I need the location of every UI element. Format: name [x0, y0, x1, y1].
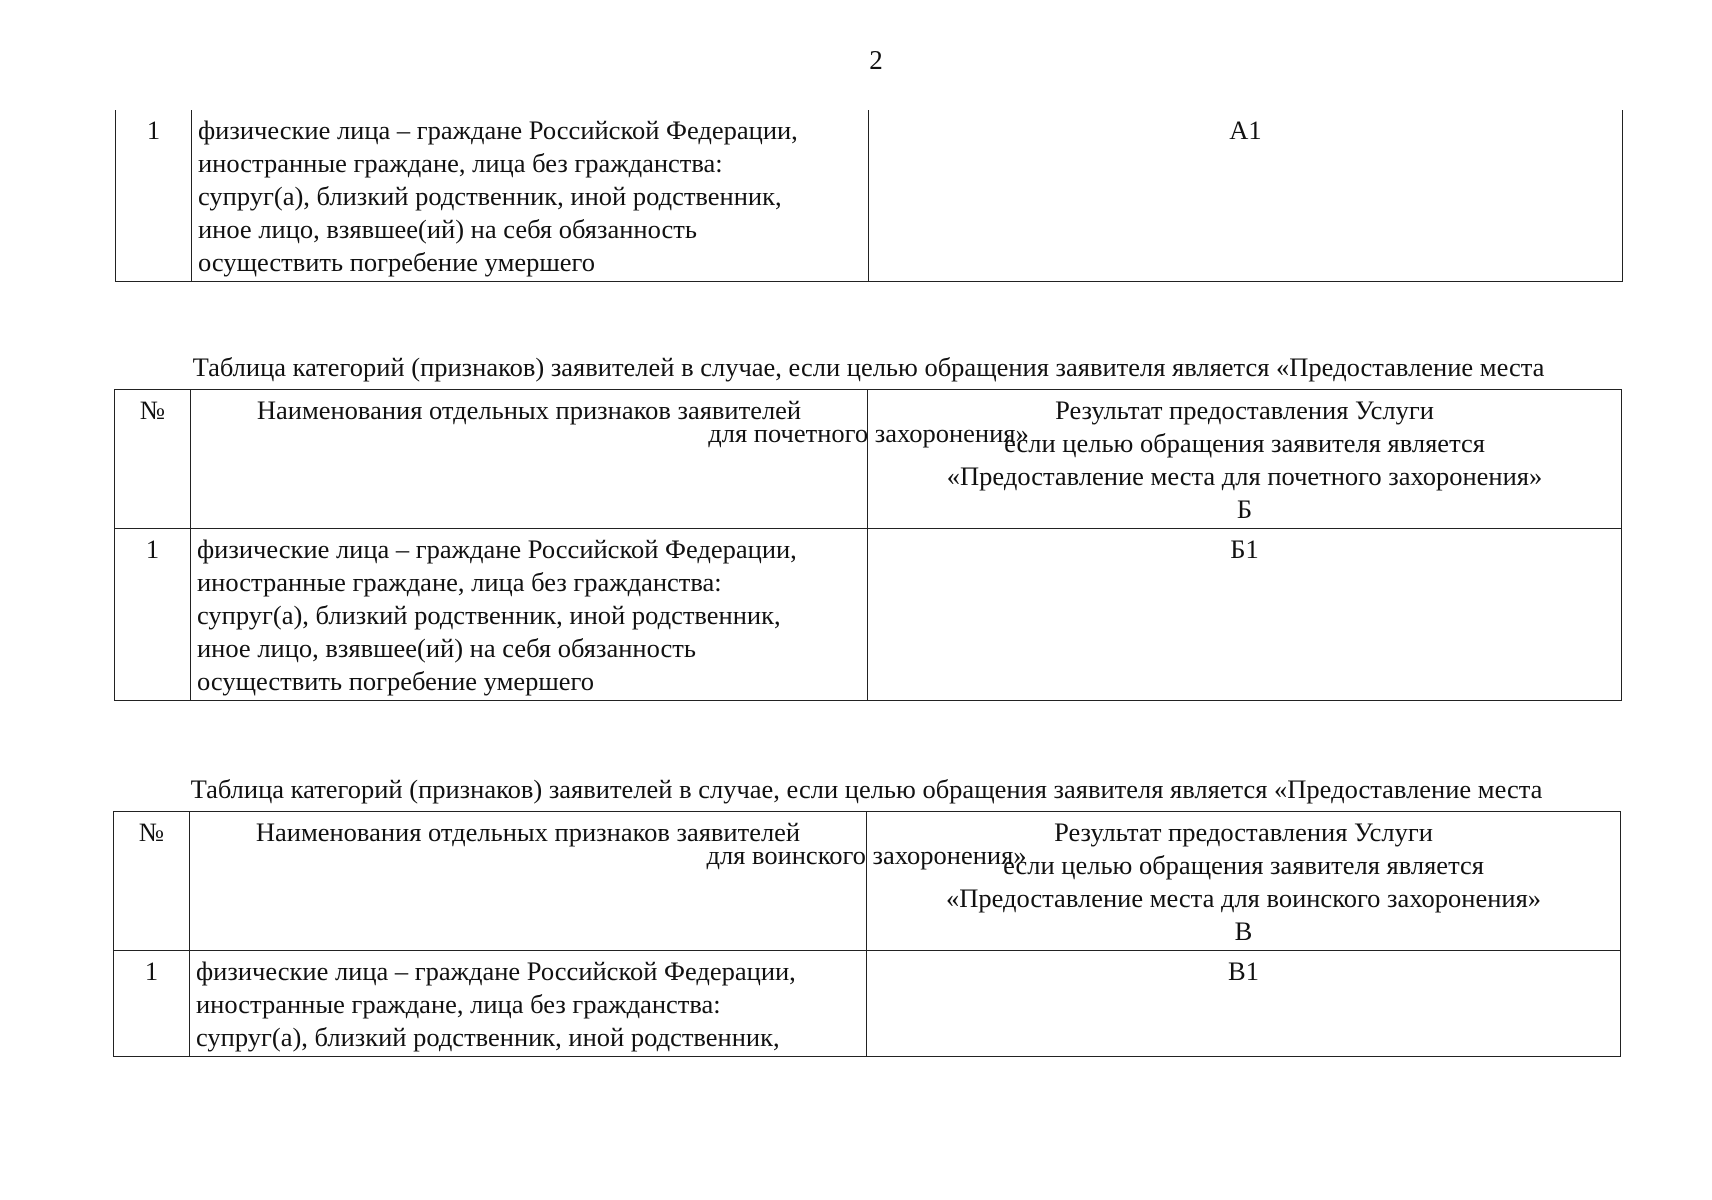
- header-name-cell: Наименования отдельных признаков заявителей: [191, 390, 868, 529]
- header-result-line: В: [1234, 916, 1253, 946]
- header-result-cell: [868, 390, 1622, 529]
- header-result-line: Результат предоставления Услуги: [1054, 817, 1433, 847]
- header-number-cell: №: [114, 812, 190, 951]
- header-number-cell: №: [115, 390, 191, 529]
- table-row: [116, 110, 1623, 282]
- military-table: [113, 811, 1621, 1057]
- cell-text-line: иностранные граждане, лица без гражданства:: [197, 567, 722, 597]
- honorary-table-wrap: [114, 389, 1622, 701]
- honorary-table: [114, 389, 1622, 701]
- cell-text-line: физические лица – граждане Российской Федерации,: [198, 115, 798, 145]
- cell-text-line: физические лица – граждане Российской Федерации,: [197, 534, 797, 564]
- result-code-cell: Б1: [868, 529, 1622, 701]
- result-code-cell: А1: [869, 110, 1623, 282]
- table-row: [115, 529, 1622, 701]
- applicant-attributes-cell: [192, 110, 869, 282]
- cell-text-line: иное лицо, взявшее(ий) на себя обязанность: [197, 633, 696, 663]
- table-header-row: [115, 390, 1622, 529]
- cell-text-line: супруг(а), близкий родственник, иной родственник,: [198, 181, 782, 211]
- table-header-row: [114, 812, 1621, 951]
- caption-line: Таблица категорий (признаков) заявителей в случае, если целью обращения заявителя является «Предоставление места: [192, 352, 1545, 382]
- header-result-line: «Предоставление места для почетного захоронения»: [946, 461, 1543, 491]
- row-number-cell: 1: [116, 110, 192, 282]
- header-result-line: если целью обращения заявителя является: [1003, 850, 1484, 880]
- cell-text-line: иное лицо, взявшее(ий) на себя обязанность: [198, 214, 697, 244]
- caption-line: Таблица категорий (признаков) заявителей в случае, если целью обращения заявителя является «Предоставление места: [190, 774, 1543, 804]
- header-result-line: Результат предоставления Услуги: [1055, 395, 1434, 425]
- page-number: 2: [869, 45, 883, 75]
- cell-text-line: супруг(а), близкий родственник, иной родственник,: [197, 600, 781, 630]
- cell-text-line: иностранные граждане, лица без гражданства:: [198, 148, 723, 178]
- header-result-line: Б: [1236, 494, 1253, 524]
- continued-table-wrap: [115, 110, 1623, 282]
- header-result-line: «Предоставление места для воинского захоронения»: [945, 883, 1542, 913]
- cell-text-line: супруг(а), близкий родственник, иной родственник,: [196, 1022, 780, 1052]
- cell-text-line: осуществить погребение умершего: [197, 666, 594, 696]
- row-number-cell: 1: [114, 951, 190, 1057]
- cell-text-line: физические лица – граждане Российской Федерации,: [196, 956, 796, 986]
- military-table-wrap: [113, 811, 1621, 1057]
- caption-line: для почетного захоронения»: [708, 418, 1029, 448]
- header-name-cell: Наименования отдельных признаков заявителей: [190, 812, 867, 951]
- header-result-line: если целью обращения заявителя является: [1004, 428, 1485, 458]
- table-row: [114, 951, 1621, 1057]
- caption-line: для воинского захоронения»: [706, 840, 1027, 870]
- cell-text-line: осуществить погребение умершего: [198, 247, 595, 277]
- continued-table: [115, 110, 1623, 282]
- result-code-cell: В1: [867, 951, 1621, 1057]
- header-result-cell: [867, 812, 1621, 951]
- cell-text-line: иностранные граждане, лица без гражданства:: [196, 989, 721, 1019]
- applicant-attributes-cell: [191, 529, 868, 701]
- applicant-attributes-cell: [190, 951, 867, 1057]
- row-number-cell: 1: [115, 529, 191, 701]
